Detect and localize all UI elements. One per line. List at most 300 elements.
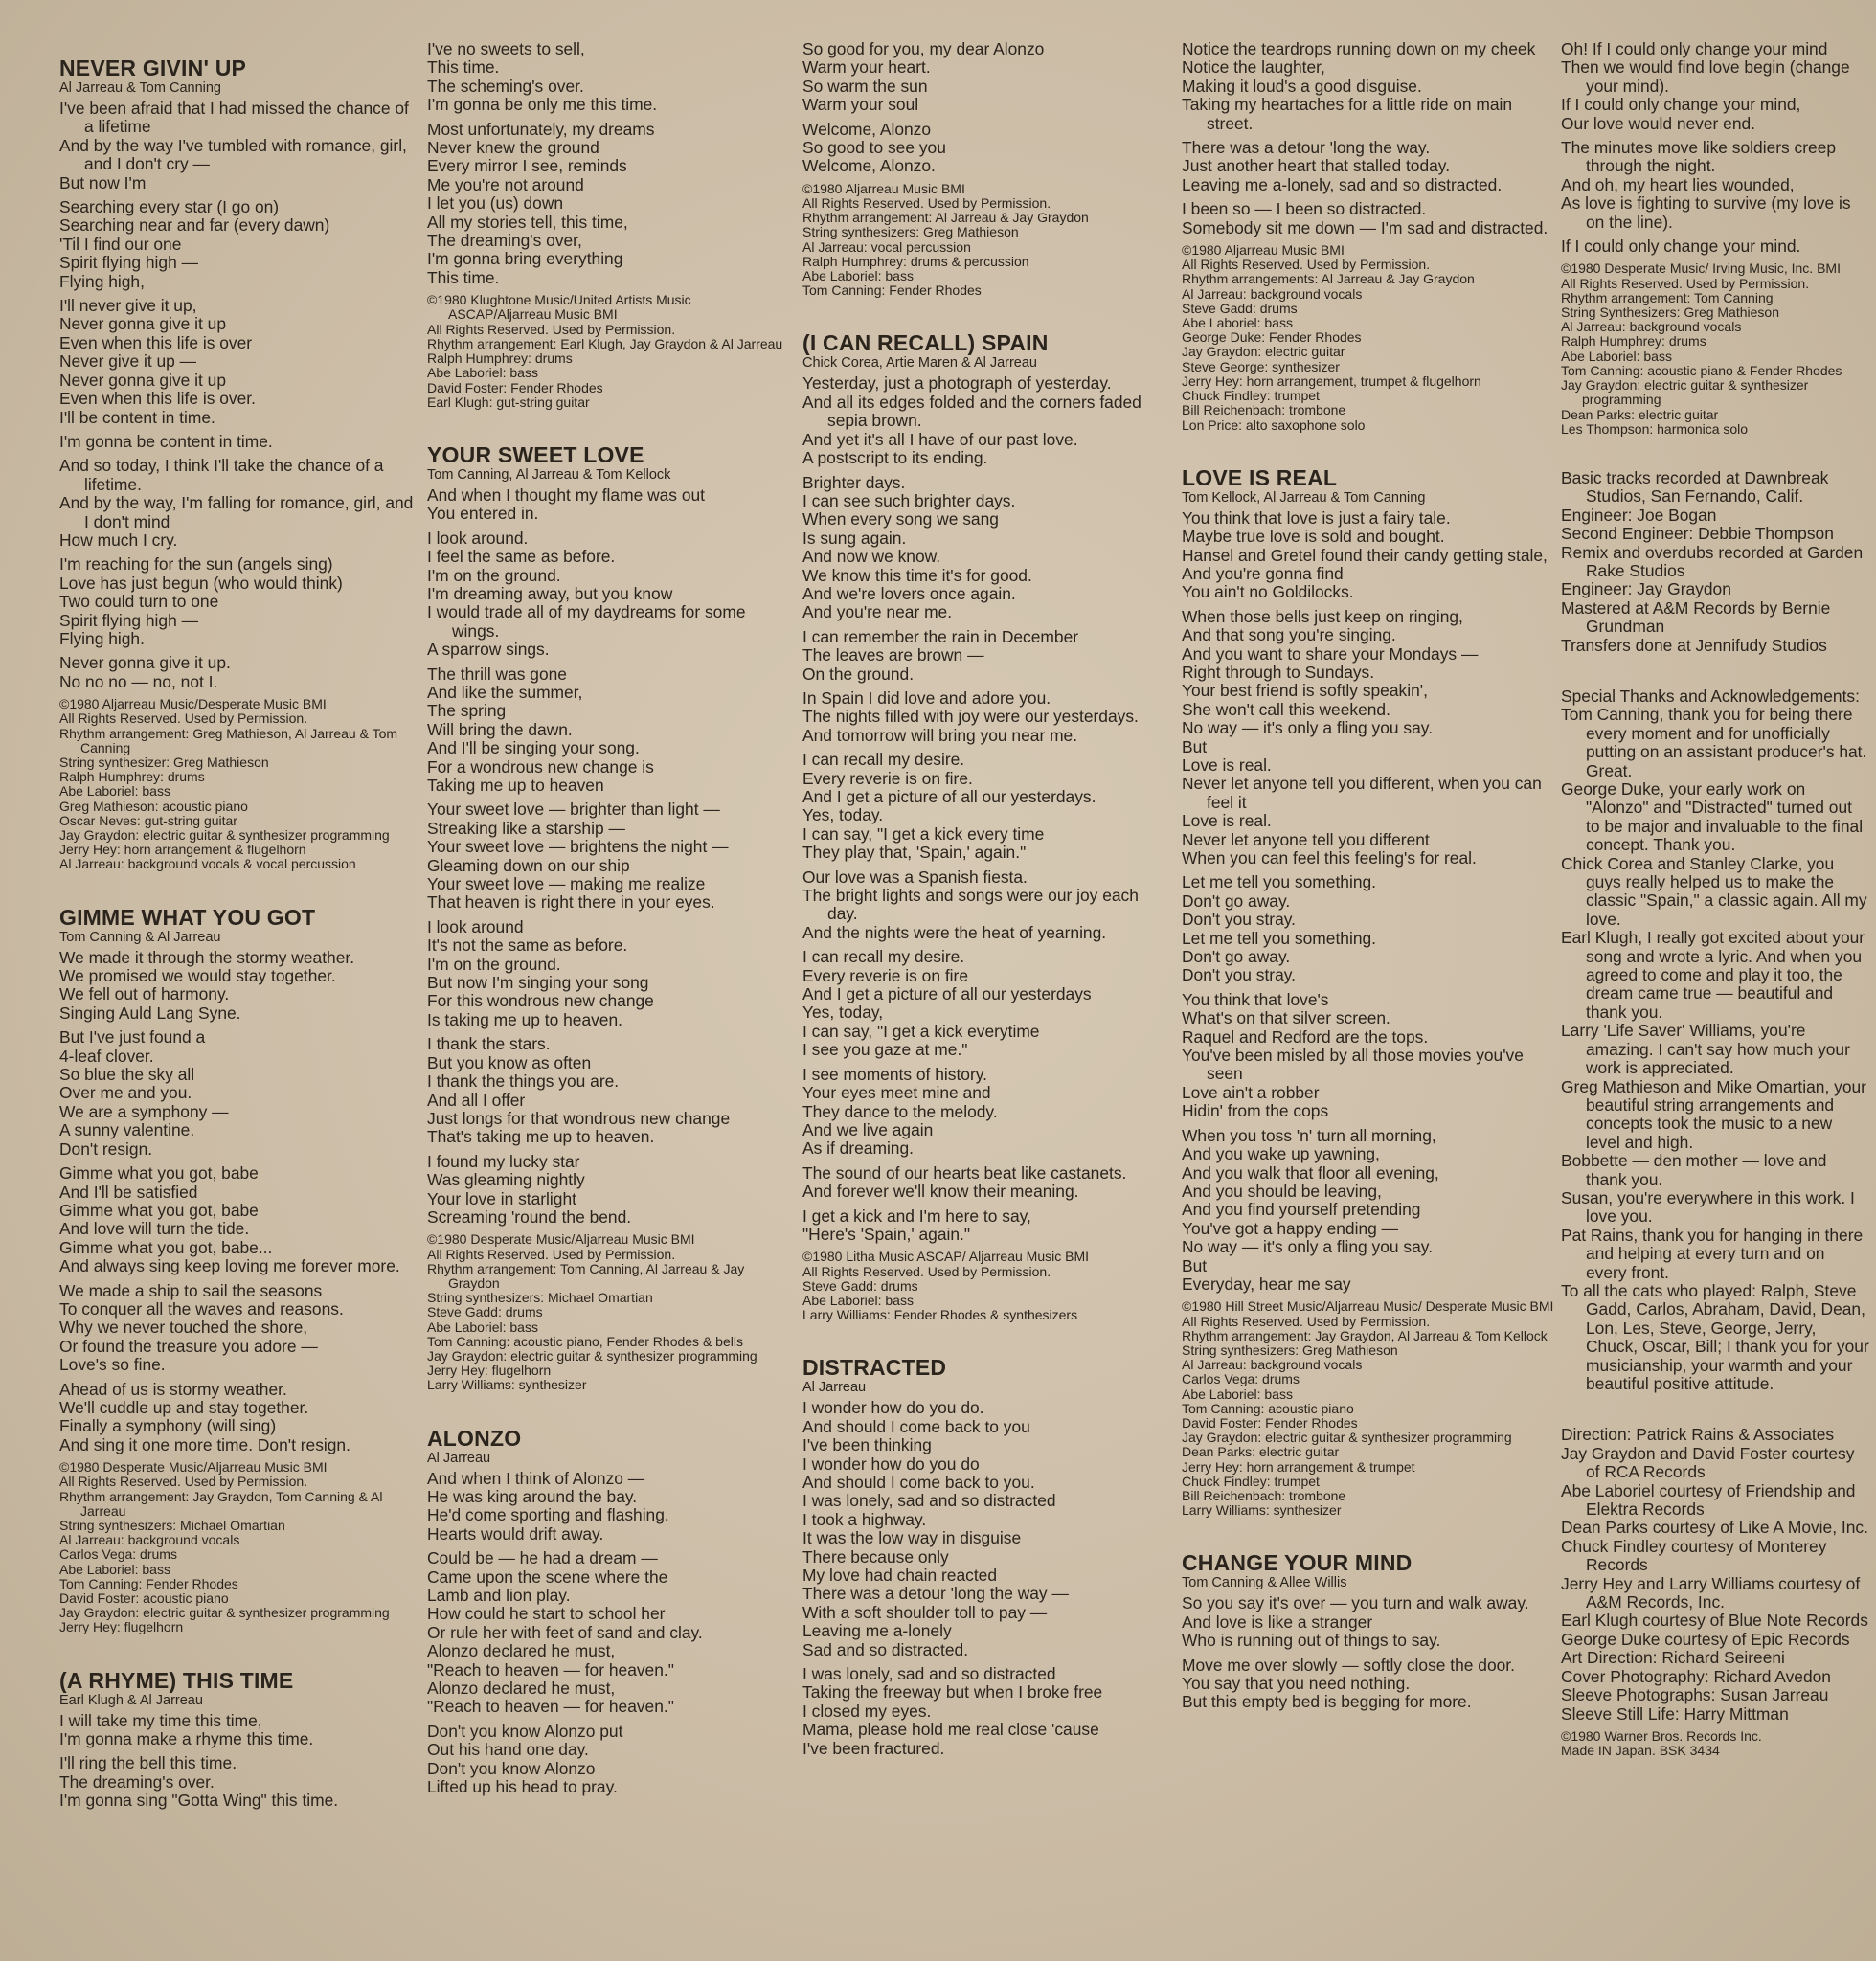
lyric-line: Why we never touched the shore, [59,1318,308,1338]
credit-line: Steve George: synthesizer [1182,358,1340,374]
lyric-line: It's not the same as before. [427,935,628,956]
lyric-line: Transfers done at Jennifudy Studios [1561,635,1827,655]
credit-line: Abe Laboriel: bass [59,783,170,800]
lyric-line: Don't you stray. [1182,910,1296,930]
song-section [1182,465,1555,1519]
lyric-line: And the nights were the heat of yearning. [802,922,1107,942]
stanza [1182,1594,1555,1650]
lyric-line: If I could only change your mind. [1561,237,1801,257]
credit-line: All Rights Reserved. Used by Permission. [1561,275,1810,291]
lyric-line: And you're near me. [802,602,953,622]
credits-block [1561,261,1869,436]
credit-line: Jay Graydon: electric guitar [1182,344,1345,360]
lyric-line: I'm on the ground. [427,954,561,974]
song-title: NEVER GIVIN' UP [59,56,247,80]
lyric-line: I can remember the rain in December [802,626,1079,646]
credit-line: All Rights Reserved. Used by Permission. [59,710,308,727]
lyric-line: Yes, today. [802,805,884,825]
lyric-line: Your love in starlight [427,1188,576,1208]
credit-line: Jay Graydon: electric guitar & synthesizer programming [427,1347,757,1364]
lyric-line: Your best friend is softly speakin', [1182,681,1428,701]
stanza [427,1723,791,1797]
lyric-line: I can recall my desire. [802,947,965,967]
stanza [802,868,1172,943]
lyric-line: George Duke courtesy of Epic Records [1561,1629,1850,1649]
stanza [1182,200,1555,237]
lyric-line: Love's so fine. [59,1355,166,1375]
lyric-line: And always sing keep loving me forever more. [59,1256,400,1276]
lyric-line: We are a symphony — [59,1101,229,1121]
lyric-line: I see moments of history. [802,1064,987,1084]
song-title: CHANGE YOUR MIND [1182,1550,1413,1576]
stanza [427,1470,791,1544]
lyric-line: And that song you're singing. [1182,625,1396,645]
songwriters: Tom Kellock, Al Jarreau & Tom Canning [1182,489,1426,506]
lyric-line: I took a highway. [802,1509,927,1529]
credit-line: Rhythm arrangement: Jay Graydon, Al Jarreau & Tom Kellock [1182,1327,1548,1343]
credit-line: String synthesizers: Michael Omartian [427,1290,653,1306]
lyric-line: Don't you know Alonzo [427,1758,596,1778]
lyric-line: And we live again [802,1119,934,1139]
lyric-line: My love had chain reacted [802,1566,998,1586]
credit-line: Bill Reichenbach: trombone [1182,402,1346,418]
lyric-line: Never gonna give it up. [59,653,231,673]
stanza [1182,509,1555,602]
lyric-line: And by the way I've tumbled with romance, girl, and I don't cry — [59,135,407,174]
credit-line: ©1980 Aljarreau Music/Desperate Music BMI [59,696,327,712]
lyric-line: Jerry Hey and Larry Williams courtesy of A&M Records, Inc. [1561,1573,1861,1612]
stanza [59,1164,414,1275]
credit-line: Al Jarreau: background vocals [1561,319,1742,335]
lyric-line: Larry 'Life Saver' Williams, you're amazing. I can't say how much your work is appreciated. [1561,1021,1850,1078]
lyric-line: And you want to share your Mondays — [1182,643,1479,664]
credit-line: Al Jarreau: background vocals [1182,1357,1363,1373]
stanza [802,689,1172,745]
stanza [59,297,414,427]
text-section [802,40,1172,298]
lyric-line: I'm gonna sing "Gotta Wing" this time. [59,1791,339,1811]
credit-line: Dean Parks: electric guitar [1182,1444,1340,1460]
credit-line: ©1980 Desperate Music/ Irving Music, Inc. BMI [1561,260,1841,277]
credit-line: Jerry Hey: horn arrangement & flugelhorn [59,842,306,858]
song-section [427,1426,791,1797]
lyric-line: The minutes move like soldiers creep through the night. [1561,138,1837,176]
credit-line: David Foster: acoustic piano [59,1590,229,1607]
stanza [1182,991,1555,1121]
lyric-line: Your sweet love — making me realize [427,874,706,894]
stanza [427,1153,791,1228]
lyric-line: I'll be content in time. [59,407,215,427]
credit-line: Abe Laboriel: bass [59,1561,170,1577]
lyric-line: Raquel and Redford are the tops. [1182,1026,1429,1047]
lyric-line: And you walk that floor all evening, [1182,1162,1439,1183]
lyric-line: We know this time it's for good. [802,565,1032,585]
stanza [59,1754,414,1810]
lyric-line: Is taking me up to heaven. [427,1009,622,1029]
stanza [59,1712,414,1749]
lyric-line: And you find yourself pretending [1182,1200,1421,1220]
lyric-line: Love has just begun (who would think) [59,573,343,593]
lyric-line: How could he start to school her [427,1604,666,1624]
lyric-line: In Spain I did love and adore you. [802,687,1051,708]
songwriters: Al Jarreau [427,1450,491,1466]
song-section [59,905,414,1635]
lyric-line: Welcome, Alonzo. [802,156,936,176]
credit-line: Jerry Hey: horn arrangement, trumpet & flugelhorn [1182,372,1481,389]
lyric-line: I thank the stars. [427,1034,551,1054]
song-title: DISTRACTED [802,1355,947,1381]
lyric-line: Gimme what you got, babe... [59,1237,273,1257]
lyric-line: As if dreaming. [802,1138,914,1159]
lyric-line: To conquer all the waves and reasons. [59,1298,344,1319]
lyric-line: But you know as often [427,1052,592,1072]
song-title: ALONZO [427,1425,522,1451]
lyric-line: Don't you stray. [1182,965,1296,985]
lyric-line: Sleeve Photographs: Susan Jarreau [1561,1685,1829,1705]
lyric-line: Screaming 'round the bend. [427,1206,632,1227]
songwriters: Tom Canning & Allee Willis [1182,1575,1347,1591]
lyric-line: Lamb and lion play. [427,1586,571,1606]
stanza [802,948,1172,1059]
lyric-line: Abe Laboriel courtesy of Friendship and Elektra Records [1561,1480,1856,1520]
lyric-line: I can see such brighter days. [802,490,1016,510]
credit-line: Jerry Hey: horn arrangement & trumpet [1182,1458,1415,1475]
lyric-line: We made a ship to sail the seasons [59,1280,323,1300]
lyric-line: Alonzo declared he must, [427,1641,616,1661]
lyric-line: To all the cats who played: Ralph, Steve Gadd, Carlos, Abraham, David, Dean, Lon, Les, Steve, George, Jerry, Chuck, Oscar, Bill; I thank you for your musicianship, your warmth and your beautiful positive attitude. [1561,1280,1869,1393]
lyric-line: Oh! If I could only change your mind [1561,40,1828,58]
credit-line: Tom Canning: acoustic piano [1182,1400,1354,1416]
lyric-line: So blue the sky all [59,1065,195,1085]
credit-line: Ralph Humphrey: drums & percussion [802,253,1029,269]
lyric-line: Just another heart that stalled today. [1182,156,1451,176]
credit-line: ©1980 Litha Music ASCAP/ Aljarreau Music BMI [802,1249,1089,1265]
lyric-line: The leaves are brown — [802,645,984,665]
song-section [59,1668,414,1811]
credit-line: Carlos Vega: drums [59,1546,177,1563]
lyric-line: You say that you need nothing. [1182,1674,1411,1694]
lyric-line: We promised we would stay together. [59,966,336,986]
credit-line: All Rights Reserved. Used by Permission. [802,1263,1051,1279]
lyric-line: No way — it's only a fling you say. [1182,718,1434,738]
stanza [427,918,791,1029]
song-title: (A RHYME) THIS TIME [59,1667,294,1693]
lyric-line: Basic tracks recorded at Dawnbreak Studios, San Fernando, Calif. [1561,467,1829,507]
lyric-line: I'm gonna make a rhyme this time. [59,1729,314,1749]
lyric-line: I thank the things you are. [427,1071,620,1092]
lyric-line: So warm the sun [802,76,928,96]
lyric-line: And tomorrow will bring you near me. [802,725,1078,745]
lyric-line: Leaving me a-lonely, sad and so distracted. [1182,174,1503,194]
credit-line: Jay Graydon: electric guitar & synthesizer programming [1182,1430,1512,1446]
stanza [427,1035,791,1146]
lyric-line: Your sweet love — brightens the night — [427,837,729,857]
lyric-line: For this wondrous new change [427,991,654,1011]
lyric-line: Flying high. [59,628,145,648]
stanza [59,198,414,291]
credits-block [427,293,791,410]
lyric-line: Welcome, Alonzo [802,119,932,139]
credit-line: Rhythm arrangement: Tom Canning, Al Jarreau & Jay Graydon [427,1260,745,1291]
lyric-line: Hidin' from the cops [1182,1101,1329,1121]
credit-line: Al Jarreau: vocal percussion [802,238,971,255]
lyric-line: Warm your soul [802,95,919,115]
lyric-line: I see you gaze at me." [802,1040,968,1060]
stanza [802,751,1172,862]
lyric-line: I will take my time this time, [59,1710,262,1730]
lyric-line: But [1182,736,1208,756]
lyric-line: Taking the freeway but when I broke free [802,1682,1103,1702]
stanza [1182,608,1555,868]
lyric-line: If I could only change your mind, [1561,95,1801,115]
column-1 [59,40,414,1946]
credit-line: Larry Williams: synthesizer [1182,1502,1342,1519]
credit-line: Dean Parks: electric guitar [1561,406,1719,422]
lyric-line: Chick Corea and Stanley Clarke, you guys really helped us to make the classic "Spain," a classic again. All my love. [1561,853,1867,929]
lyric-line: I closed my eyes. [802,1701,932,1721]
stanza [59,1028,414,1159]
lyric-line: We'll cuddle up and stay together. [59,1397,309,1417]
lyric-line: Over me and you. [59,1083,192,1103]
lyric-line: Never gonna give it up [59,314,227,334]
lyric-line: Special Thanks and Acknowledgements: [1561,686,1860,706]
stanza [802,474,1172,622]
lyric-line: They dance to the melody. [802,1101,998,1121]
lyric-line: And you wake up yawning, [1182,1144,1380,1164]
lyric-line: And you should be leaving, [1182,1181,1382,1201]
credit-line: Abe Laboriel: bass [427,365,538,381]
lyric-line: A sparrow sings. [427,640,550,660]
credit-line: ©1980 Warner Bros. Records Inc. [1561,1727,1762,1744]
column-5 [1561,40,1869,1946]
lyric-line: Hearts would drift away. [427,1523,604,1544]
lyric-line: Even when this life is over. [59,389,256,409]
lyric-line: Could be — he had a dream — [427,1548,658,1568]
stanza [59,433,414,451]
credit-line: ©1980 Desperate Music/Aljarreau Music BMI [427,1231,695,1248]
song-section [1182,1550,1555,1711]
lyric-line: Remix and overdubs recorded at Garden Rake Studios [1561,542,1864,580]
songwriters: Al Jarreau [802,1380,867,1396]
lyric-line: Cover Photography: Richard Avedon [1561,1666,1831,1686]
credit-line: Jay Graydon: electric guitar & synthesizer programming [59,1605,390,1621]
column-4 [1182,40,1555,1946]
lyric-line: I wonder how do you do. [802,1398,984,1418]
credit-line: David Foster: Fender Rhodes [427,379,603,395]
lyric-line: And I'll be satisfied [59,1182,198,1202]
lyric-line: I let you (us) down [427,193,564,214]
lyric-line: As love is fighting to survive (my love is on the line). [1561,193,1851,232]
lyric-line: Right through to Sundays. [1182,662,1375,682]
lyric-line: I'm gonna be only me this time. [427,95,658,115]
stanza [427,800,791,912]
lyric-line: Gleaming down on our ship [427,855,630,875]
lyric-line: The dreaming's over. [59,1771,215,1792]
credit-line: Abe Laboriel: bass [802,268,914,284]
stanza [802,40,1172,115]
lyric-line: So good for you, my dear Alonzo [802,40,1045,58]
credits-block [1182,243,1555,433]
lyric-line: We made it through the stormy weather. [59,947,355,967]
stanza [1561,687,1869,1393]
lyric-line: Alonzo declared he must, [427,1679,616,1699]
credit-line: ©1980 Klughtone Music/United Artists Music ASCAP/Aljarreau Music BMI [427,292,691,323]
lyric-line: I'm on the ground. [427,565,561,585]
lyric-line: And I get a picture of all our yesterdays. [802,787,1096,806]
lyric-line: She won't call this weekend. [1182,699,1390,719]
lyric-line: You ain't no Goldilocks. [1182,582,1354,602]
credit-line: Rhythm arrangement: Jay Graydon, Tom Canning & Al Jarreau [59,1488,383,1519]
stanza [59,654,414,691]
credit-line: Rhythm arrangement: Tom Canning [1561,289,1774,305]
credits-block [802,182,1172,299]
lyric-line: I was lonely, sad and so distracted [802,1664,1056,1684]
lyric-line: Me you're not around [427,174,584,194]
lyric-line: Lifted up his head to pray. [427,1777,618,1797]
credit-line: ©1980 Desperate Music/Aljarreau Music BMI [59,1459,328,1476]
lyric-line: The sound of our hearts beat like castanets. [802,1162,1127,1183]
lyric-line: I look around. [427,528,529,548]
lyric-line: Finally a symphony (will sing) [59,1416,277,1436]
lyric-line: But now I'm singing your song [427,973,649,993]
lyric-line: Every reverie is on fire. [802,768,973,788]
song-title: LOVE IS REAL [1182,464,1338,490]
lyric-line: Brighter days. [802,472,906,492]
credit-line: Chuck Findley: trumpet [1182,388,1320,404]
lyric-line: Love ain't a robber [1182,1082,1320,1102]
lyric-line: Your eyes meet mine and [802,1083,991,1103]
lyric-line: Or rule her with feet of sand and clay. [427,1622,703,1642]
credit-line: Made IN Japan. BSK 3434 [1561,1743,1720,1759]
lyric-line: Flying high, [59,271,145,291]
credit-line: Larry Williams: synthesizer [427,1377,587,1393]
lyric-line: And all its edges folded and the corners faded sepia brown. [802,392,1141,431]
lyric-line: Let me tell you something. [1182,928,1376,948]
lyric-line: And when I thought my flame was out [427,485,706,505]
lyric-line: And should I come back to you [802,1416,1030,1436]
lyric-line: You think that love's [1182,989,1329,1009]
lyric-line: It was the low way in disguise [802,1528,1022,1548]
lyric-line: And yet it's all I have of our past love. [802,429,1078,449]
lyric-line: Bobbette — den mother — love and thank you. [1561,1151,1827,1189]
text-section [1182,40,1555,433]
lyric-line: 'Til I find our one [59,234,182,254]
lyric-line: Just longs for that wondrous new change [427,1108,731,1128]
credit-line: Carlos Vega: drums [1182,1371,1300,1387]
credit-line: ©1980 Aljarreau Music BMI [1182,242,1345,259]
lyric-line: Love is real. [1182,755,1272,775]
lyric-line: And we're lovers once again. [802,583,1016,603]
credit-line: Rhythm arrangement: Earl Klugh, Jay Graydon & Al Jarreau [427,335,783,351]
lyric-line: This time. [427,267,500,287]
lyric-line: And love will turn the tide. [59,1219,250,1239]
lyric-line: Susan, you're everywhere in this work. I love you. [1561,1187,1855,1227]
lyric-line: For a wondrous new change is [427,756,654,777]
stanza [427,530,791,660]
lyric-line: You've been misled by all those movies you've seen [1182,1046,1524,1084]
credit-line: Tom Canning: acoustic piano, Fender Rhodes & bells [427,1333,743,1349]
credit-line: Abe Laboriel: bass [1561,348,1672,364]
lyric-line: Making it loud's a good disguise. [1182,76,1422,96]
lyric-line: There was a detour 'long the way. [1182,138,1431,158]
credit-line: Abe Laboriel: bass [1182,1386,1293,1402]
lyric-line: Love is real. [1182,811,1272,831]
lyric-line: Direction: Patrick Rains & Associates [1561,1425,1835,1445]
lyric-line: Was gleaming nightly [427,1170,585,1190]
lyric-line: I feel the same as before. [427,547,616,567]
lyric-line: Taking me up to heaven [427,776,604,795]
songwriters: Chick Corea, Artie Maren & Al Jarreau [802,355,1037,372]
lyric-line: This time. [427,57,500,78]
stanza [427,665,791,796]
lyric-line: I'm dreaming away, but you know [427,583,673,603]
lyric-line: Singing Auld Lang Syne. [59,1003,241,1023]
lyric-line: Never gonna give it up [59,370,227,390]
lyric-line: Leaving me a-lonely [802,1621,952,1641]
lyric-line: And you're gonna find [1182,563,1344,583]
lyric-line: "Here's 'Spain,' again." [802,1224,971,1244]
credit-line: Tom Canning: Fender Rhodes [802,282,982,299]
lyric-line: Out his hand one day. [427,1740,589,1760]
lyric-line: Will bring the dawn. [427,719,573,739]
lyric-line: I was lonely, sad and so distracted [802,1491,1056,1511]
text-section [1561,687,1869,1393]
lyric-line: So you say it's over — you turn and walk away. [1182,1593,1529,1613]
lyric-line: Even when this life is over [59,332,253,352]
lyric-line: The bright lights and songs were our joy each day. [802,886,1139,924]
lyric-line: Mastered at A&M Records by Bernie Grundman [1561,597,1831,637]
stanza [427,1549,791,1717]
text-section [1561,40,1869,437]
lyric-line: Most unfortunately, my dreams [427,119,655,139]
credits-block [802,1250,1172,1322]
lyric-line: Never let anyone tell you different, when you can feel it [1182,774,1542,812]
lyric-line: I've been thinking [802,1435,932,1455]
credit-line: Greg Mathieson: acoustic piano [59,798,248,814]
credit-line: All Rights Reserved. Used by Permission. [1182,257,1431,273]
credit-line: String synthesizer: Greg Mathieson [59,755,269,770]
lyric-line: I'll never give it up, [59,296,197,316]
lyric-line: I've been afraid that I had missed the chance of a lifetime [59,99,409,137]
credit-line: Rhythm arrangement: Al Jarreau & Jay Graydon [802,210,1089,226]
lyric-line: Greg Mathieson and Mike Omartian, your beautiful string arrangements and concepts took the music to a new level and high. [1561,1076,1866,1152]
lyric-line: Warm your heart. [802,57,931,78]
lyric-line: I'll ring the bell this time. [59,1753,237,1773]
credit-line: Abe Laboriel: bass [1182,315,1293,331]
lyric-line: You've got a happy ending — [1182,1218,1399,1238]
lyric-line: We fell out of harmony. [59,984,230,1004]
stanza [59,1381,414,1455]
lyric-line: I can say, "I get a kick everytime [802,1021,1040,1041]
lyric-line: And should I come back to you. [802,1472,1035,1492]
lyric-line: Gimme what you got, babe [59,1200,259,1220]
credit-line: Tom Canning: Fender Rhodes [59,1575,238,1591]
lyric-line: When you can feel this feeling's for real. [1182,848,1477,868]
lyric-line: So good to see you [802,138,946,158]
stanza [802,1665,1172,1758]
lyric-line: Gimme what you got, babe [59,1163,259,1183]
stanza [802,121,1172,176]
lyric-line: I'm gonna be content in time. [59,431,273,451]
lyric-line: I look around [427,916,524,936]
lyric-line: I'm reaching for the sun (angels sing) [59,554,333,575]
lyric-line: Pat Rains, thank you for hanging in there and helping at every turn and on every front. [1561,1225,1864,1282]
stanza [427,40,791,115]
lyric-line: Move me over slowly — softly close the door. [1182,1655,1515,1675]
lyric-line: And sing it one more time. Don't resign. [59,1434,350,1454]
credit-line: Steve Gadd: drums [427,1304,543,1320]
lyric-line: Notice the teardrops running down on my cheek [1182,40,1536,58]
